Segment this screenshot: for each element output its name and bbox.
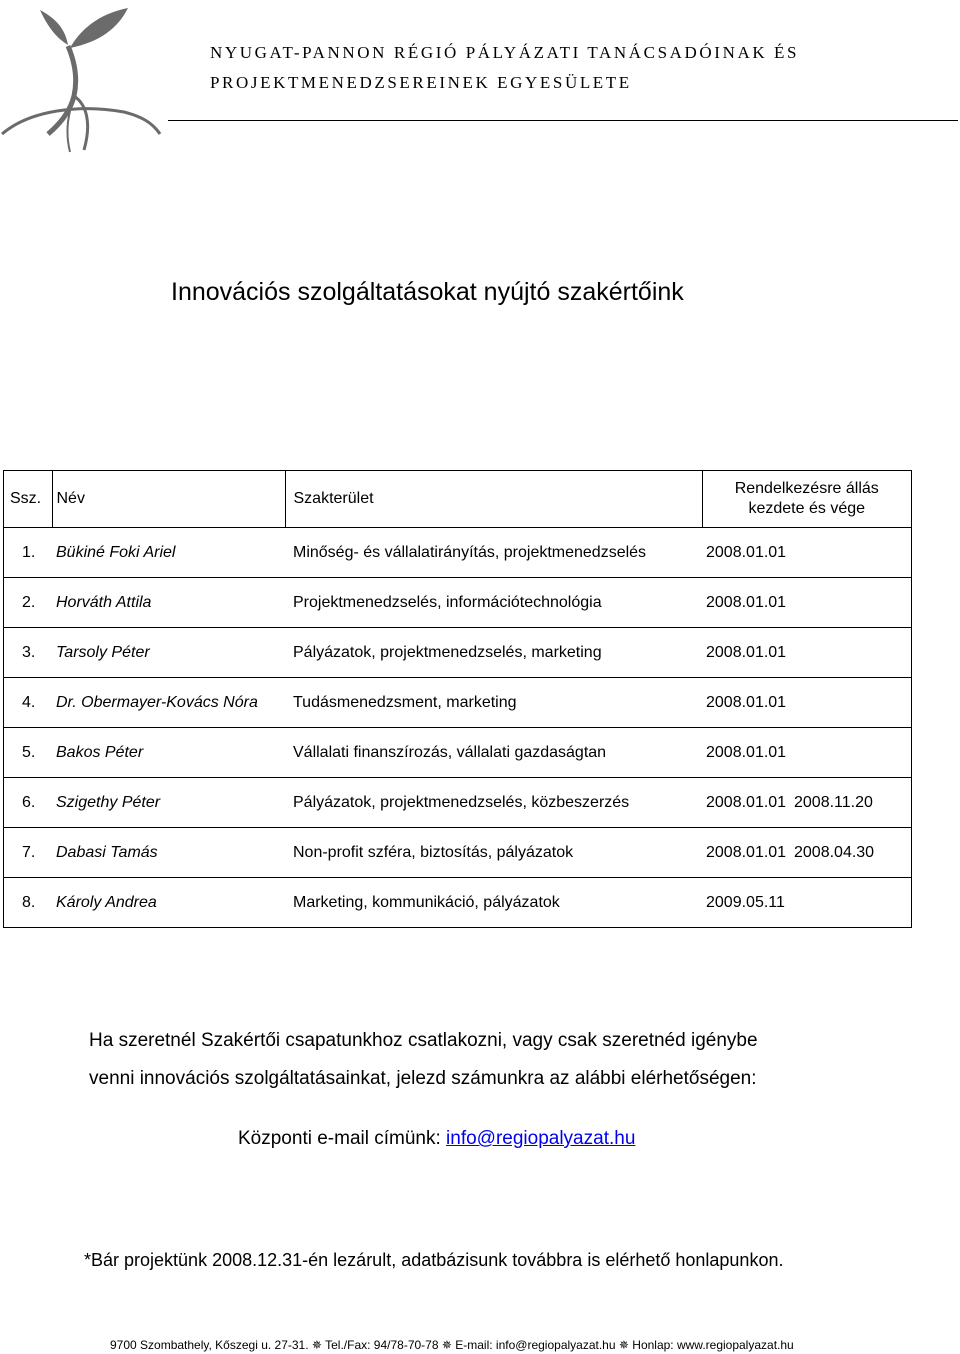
invitation-line-1: Ha szeretnél Szakértői csapatunkhoz csatlakozni, vagy csak szeretnéd igénybe <box>89 1030 758 1051</box>
footer-phone: Tel./Fax: 94/78-70-78 <box>325 1338 439 1352</box>
row-start: 2008.01.01 <box>702 678 788 728</box>
closing-note: *Bár projektünk 2008.12.31-én lezárult, adatbázisunk továbbra is elérhető honlapunkon. <box>84 1250 784 1270</box>
table-row <box>4 528 912 578</box>
header-field: Szakterület <box>285 471 702 528</box>
row-end <box>788 728 912 778</box>
organization-name-line-2: PROJEKTMENEDZSEREINEK EGYESÜLETE <box>210 73 632 92</box>
row-field: Pályázatok, projektmenedzselés, közbeszerzés <box>285 778 702 828</box>
experts-table <box>3 470 912 928</box>
contact-label: Központi e-mail címünk: <box>238 1128 447 1149</box>
footer-website: Honlap: www.regiopalyazat.hu <box>632 1338 794 1352</box>
organization-name-line-1: NYUGAT-PANNON RÉGIÓ PÁLYÁZATI TANÁCSADÓINAK ÉS <box>210 43 800 62</box>
row-name: Szigethy Péter <box>52 778 285 828</box>
table-row <box>4 578 912 628</box>
row-field: Vállalati finanszírozás, vállalati gazdaságtan <box>285 728 702 778</box>
header-availability <box>702 471 912 528</box>
row-name: Dr. Obermayer-Kovács Nóra <box>52 678 285 728</box>
row-name: Tarsoly Péter <box>52 628 285 678</box>
row-start: 2008.01.01 <box>702 728 788 778</box>
row-name: Bükiné Foki Ariel <box>52 528 285 578</box>
table-header-row <box>4 471 912 528</box>
row-num: 7. <box>4 828 53 878</box>
footer-separator-icon: ✵ <box>311 1338 322 1352</box>
row-start: 2008.01.01 <box>702 778 788 828</box>
row-start: 2009.05.11 <box>702 878 788 928</box>
row-name: Horváth Attila <box>52 578 285 628</box>
row-start: 2008.01.01 <box>702 578 788 628</box>
footer-separator-icon: ✵ <box>441 1338 452 1352</box>
row-num: 5. <box>4 728 53 778</box>
row-name: Dabasi Tamás <box>52 828 285 878</box>
row-field: Minőség- és vállalatirányítás, projektmenedzselés <box>285 528 702 578</box>
row-end: 2008.04.30 <box>788 828 912 878</box>
organization-name <box>210 38 950 98</box>
table-row <box>4 628 912 678</box>
contact-email-link[interactable]: info@regiopalyazat.hu <box>446 1128 636 1149</box>
sprout-logo-icon <box>0 0 165 160</box>
row-end <box>788 678 912 728</box>
row-num: 2. <box>4 578 53 628</box>
table-row <box>4 728 912 778</box>
header-availability-line-2: kezdete és vége <box>748 500 866 517</box>
table-row <box>4 828 912 878</box>
footer-separator-icon: ✵ <box>618 1338 629 1352</box>
footer-email: E-mail: info@regiopalyazat.hu <box>455 1338 616 1352</box>
row-num: 3. <box>4 628 53 678</box>
footer <box>110 1338 794 1352</box>
contact-line <box>238 1128 635 1150</box>
header-num: Ssz. <box>4 471 53 528</box>
row-num: 1. <box>4 528 53 578</box>
invitation-line-2: venni innovációs szolgáltatásainkat, jelezd számunkra az alábbi elérhetőségen: <box>89 1068 757 1089</box>
row-field: Pályázatok, projektmenedzselés, marketing <box>285 628 702 678</box>
row-field: Tudásmenedzsment, marketing <box>285 678 702 728</box>
page-title: Innovációs szolgáltatásokat nyújtó szakértőink <box>171 278 684 306</box>
row-field: Projektmenedzselés, információtechnológia <box>285 578 702 628</box>
row-start: 2008.01.01 <box>702 628 788 678</box>
table-row <box>4 678 912 728</box>
row-start: 2008.01.01 <box>702 828 788 878</box>
row-end: 2008.11.20 <box>788 778 912 828</box>
table-row <box>4 778 912 828</box>
header-divider <box>168 120 958 121</box>
row-num: 6. <box>4 778 53 828</box>
table-row <box>4 878 912 928</box>
row-field: Non-profit szféra, biztosítás, pályázatok <box>285 828 702 878</box>
row-name: Bakos Péter <box>52 728 285 778</box>
footer-address: 9700 Szombathely, Kőszegi u. 27-31. <box>110 1338 309 1352</box>
row-end <box>788 628 912 678</box>
header-name: Név <box>52 471 285 528</box>
invitation-paragraph <box>89 1022 758 1098</box>
row-field: Marketing, kommunikáció, pályázatok <box>285 878 702 928</box>
row-name: Károly Andrea <box>52 878 285 928</box>
header-availability-line-1: Rendelkezésre állás <box>734 480 879 497</box>
row-end <box>788 578 912 628</box>
row-end <box>788 878 912 928</box>
row-end <box>788 528 912 578</box>
row-start: 2008.01.01 <box>702 528 788 578</box>
row-num: 4. <box>4 678 53 728</box>
row-num: 8. <box>4 878 53 928</box>
